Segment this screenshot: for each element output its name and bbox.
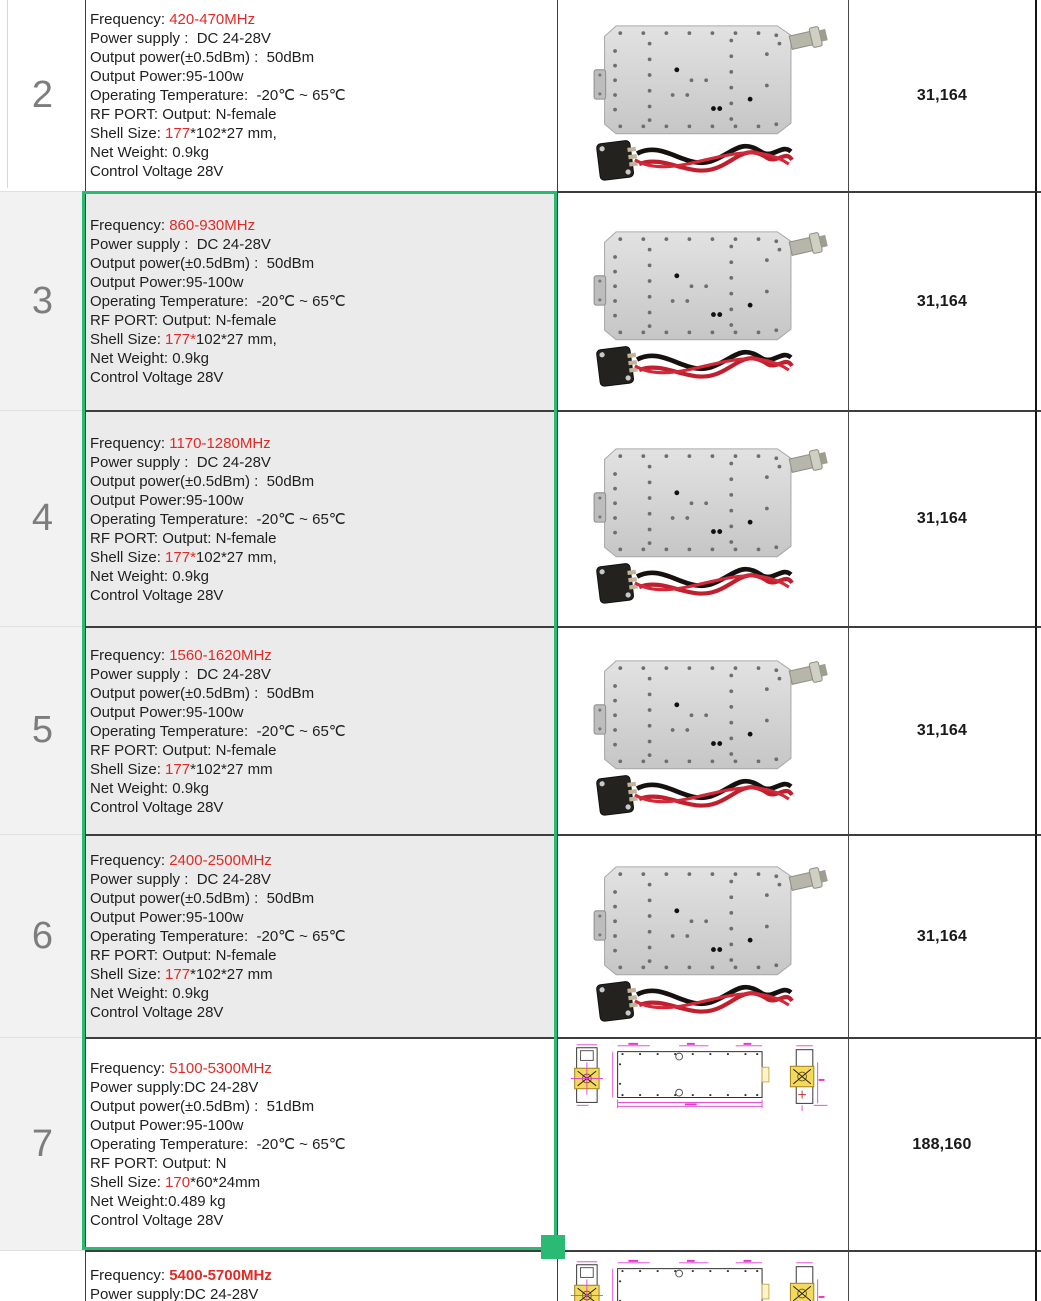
spec-rf-port: RF PORT: Output: N-female bbox=[90, 106, 277, 123]
spec-power-supply: Power supply:DC 24-28V bbox=[90, 1286, 259, 1301]
spec-operating-temp: Operating Temperature: -20℃ ~ 65℃ bbox=[90, 722, 346, 740]
selection-handle[interactable] bbox=[541, 1235, 565, 1259]
row-number-cell[interactable] bbox=[0, 1037, 85, 1250]
spec-frequency: Frequency: 5400-5700MHz bbox=[90, 1267, 272, 1284]
spec-rf-port: RF PORT: Output: N-female bbox=[90, 312, 277, 329]
spec-power-supply: Power supply : DC 24-28V bbox=[90, 453, 271, 471]
spec-rf-port: RF PORT: Output: N-female bbox=[90, 947, 277, 964]
price-value: 188,160 bbox=[912, 1135, 972, 1153]
spec-frequency: Frequency: 1560-1620MHz bbox=[90, 646, 272, 664]
row-number-cell[interactable] bbox=[0, 834, 85, 1037]
spec-output-power-w: Output Power:95-100w bbox=[90, 1117, 244, 1134]
spec-output-power-w: Output Power:95-100w bbox=[90, 703, 244, 721]
spec-shell-size: Shell Size: 177*102*27 mm bbox=[90, 966, 273, 983]
spec-cell[interactable] bbox=[85, 191, 557, 410]
rf-module-photo bbox=[573, 213, 833, 391]
price-cell[interactable] bbox=[848, 626, 1035, 834]
spec-cell[interactable] bbox=[85, 410, 557, 626]
cad-drawing bbox=[562, 1259, 846, 1301]
price-value: 31,164 bbox=[916, 292, 968, 310]
spec-control-voltage: Control Voltage 28V bbox=[90, 1212, 224, 1229]
spec-rf-port: RF PORT: Output: N bbox=[90, 1155, 227, 1172]
spec-output-power-dbm: Output power(±0.5dBm) : 50dBm bbox=[90, 890, 315, 907]
spec-net-weight: Net Weight: 0.9kg bbox=[90, 779, 209, 797]
spec-frequency: Frequency: 2400-2500MHz bbox=[90, 852, 272, 869]
product-image-cell[interactable] bbox=[557, 0, 848, 191]
spec-net-weight: Net Weight:0.489 kg bbox=[90, 1193, 226, 1210]
rf-module-photo bbox=[573, 848, 833, 1026]
price-cell[interactable] bbox=[848, 1037, 1035, 1250]
row-number: 4 bbox=[31, 497, 54, 539]
spec-rf-port: RF PORT: Output: N-female bbox=[90, 741, 277, 759]
edge-cell[interactable] bbox=[1035, 626, 1041, 834]
spec-operating-temp: Operating Temperature: -20℃ ~ 65℃ bbox=[90, 1136, 346, 1153]
spec-control-voltage: Control Voltage 28V bbox=[90, 369, 224, 386]
spec-shell-size: Shell Size: 177*102*27 mm, bbox=[90, 331, 277, 348]
spec-power-supply: Power supply : DC 24-28V bbox=[90, 30, 271, 47]
spec-power-supply: Power supply : DC 24-28V bbox=[90, 665, 271, 683]
row-number-cell[interactable] bbox=[0, 0, 85, 191]
edge-cell[interactable] bbox=[1035, 191, 1041, 410]
row-number: 5 bbox=[31, 709, 54, 751]
edge-cell[interactable] bbox=[1035, 1250, 1041, 1301]
spec-shell-size: Shell Size: 177*102*27 mm, bbox=[90, 548, 277, 566]
row-number: 2 bbox=[31, 74, 54, 116]
product-image-cell[interactable] bbox=[557, 410, 848, 626]
spec-frequency: Frequency: 5100-5300MHz bbox=[90, 1060, 272, 1077]
spec-control-voltage: Control Voltage 28V bbox=[90, 163, 224, 180]
spec-output-power-dbm: Output power(±0.5dBm) : 50dBm bbox=[90, 49, 315, 66]
product-image-cell[interactable] bbox=[557, 191, 848, 410]
row-number-cell[interactable] bbox=[0, 626, 85, 834]
spec-cell[interactable] bbox=[85, 834, 557, 1037]
spec-output-power-dbm: Output power(±0.5dBm) : 50dBm bbox=[90, 472, 315, 490]
row-number: 6 bbox=[31, 914, 54, 957]
product-image-cell[interactable] bbox=[557, 1037, 848, 1250]
row-number-cell[interactable] bbox=[0, 191, 85, 410]
spec-net-weight: Net Weight: 0.9kg bbox=[90, 350, 209, 367]
spec-control-voltage: Control Voltage 28V bbox=[90, 1004, 224, 1021]
price-value: 31,164 bbox=[916, 510, 968, 527]
spec-output-power-w: Output Power:95-100w bbox=[90, 68, 244, 85]
spec-cell[interactable] bbox=[85, 1037, 557, 1250]
spec-net-weight: Net Weight: 0.9kg bbox=[90, 567, 209, 585]
spec-frequency: Frequency: 420-470MHz bbox=[90, 11, 256, 28]
price-cell[interactable] bbox=[848, 834, 1035, 1037]
spec-output-power-dbm: Output power(±0.5dBm) : 50dBm bbox=[90, 684, 315, 702]
spec-shell-size: Shell Size: 177*102*27 mm, bbox=[90, 125, 277, 142]
cad-drawing bbox=[562, 1042, 846, 1114]
edge-cell[interactable] bbox=[1035, 0, 1041, 191]
spec-output-power-w: Output Power:95-100w bbox=[90, 491, 244, 509]
price-value: 31,164 bbox=[916, 86, 968, 104]
spec-control-voltage: Control Voltage 28V bbox=[90, 586, 224, 604]
spec-frequency: Frequency: 860-930MHz bbox=[90, 217, 256, 234]
price-cell[interactable] bbox=[848, 1250, 1035, 1301]
spec-operating-temp: Operating Temperature: -20℃ ~ 65℃ bbox=[90, 510, 346, 528]
product-image-cell[interactable] bbox=[557, 626, 848, 834]
spec-power-supply: Power supply : DC 24-28V bbox=[90, 236, 271, 253]
spec-power-supply: Power supply:DC 24-28V bbox=[90, 1079, 259, 1096]
spec-output-power-w: Output Power:95-100w bbox=[90, 909, 244, 926]
spec-power-supply: Power supply : DC 24-28V bbox=[90, 871, 271, 888]
product-image-cell[interactable] bbox=[557, 834, 848, 1037]
edge-cell[interactable] bbox=[1035, 1037, 1041, 1250]
spec-operating-temp: Operating Temperature: -20℃ ~ 65℃ bbox=[90, 87, 346, 104]
price-cell[interactable] bbox=[848, 191, 1035, 410]
price-cell[interactable] bbox=[848, 0, 1035, 191]
spec-operating-temp: Operating Temperature: -20℃ ~ 65℃ bbox=[90, 293, 346, 310]
product-image-cell[interactable] bbox=[557, 1250, 848, 1301]
spec-cell[interactable] bbox=[85, 626, 557, 834]
rf-module-photo bbox=[573, 430, 833, 608]
edge-cell[interactable] bbox=[1035, 410, 1041, 626]
spec-output-power-w: Output Power:95-100w bbox=[90, 274, 244, 291]
row-number: 3 bbox=[31, 279, 54, 322]
row-number-cell[interactable] bbox=[0, 410, 85, 626]
price-value: 31,164 bbox=[916, 722, 968, 739]
column-divider-line bbox=[7, 0, 8, 188]
spec-shell-size: Shell Size: 170*60*24mm bbox=[90, 1174, 261, 1191]
row-number: 7 bbox=[31, 1122, 54, 1165]
spec-operating-temp: Operating Temperature: -20℃ ~ 65℃ bbox=[90, 928, 346, 945]
price-value: 31,164 bbox=[916, 927, 968, 945]
spec-cell[interactable] bbox=[85, 1250, 557, 1301]
spec-net-weight: Net Weight: 0.9kg bbox=[90, 144, 209, 161]
spec-rf-port: RF PORT: Output: N-female bbox=[90, 529, 277, 547]
spec-cell[interactable] bbox=[85, 0, 557, 191]
rf-module-photo bbox=[573, 642, 833, 820]
rf-module-photo bbox=[573, 7, 833, 185]
spec-control-voltage: Control Voltage 28V bbox=[90, 798, 224, 816]
price-cell[interactable] bbox=[848, 410, 1035, 626]
spec-net-weight: Net Weight: 0.9kg bbox=[90, 985, 209, 1002]
row-number-cell[interactable] bbox=[0, 1250, 85, 1301]
spec-frequency: Frequency: 1170-1280MHz bbox=[90, 434, 271, 452]
spec-output-power-dbm: Output power(±0.5dBm) : 50dBm bbox=[90, 255, 315, 272]
spec-shell-size: Shell Size: 177*102*27 mm bbox=[90, 760, 273, 778]
edge-cell[interactable] bbox=[1035, 834, 1041, 1037]
spec-output-power-dbm: Output power(±0.5dBm) : 51dBm bbox=[90, 1098, 315, 1115]
